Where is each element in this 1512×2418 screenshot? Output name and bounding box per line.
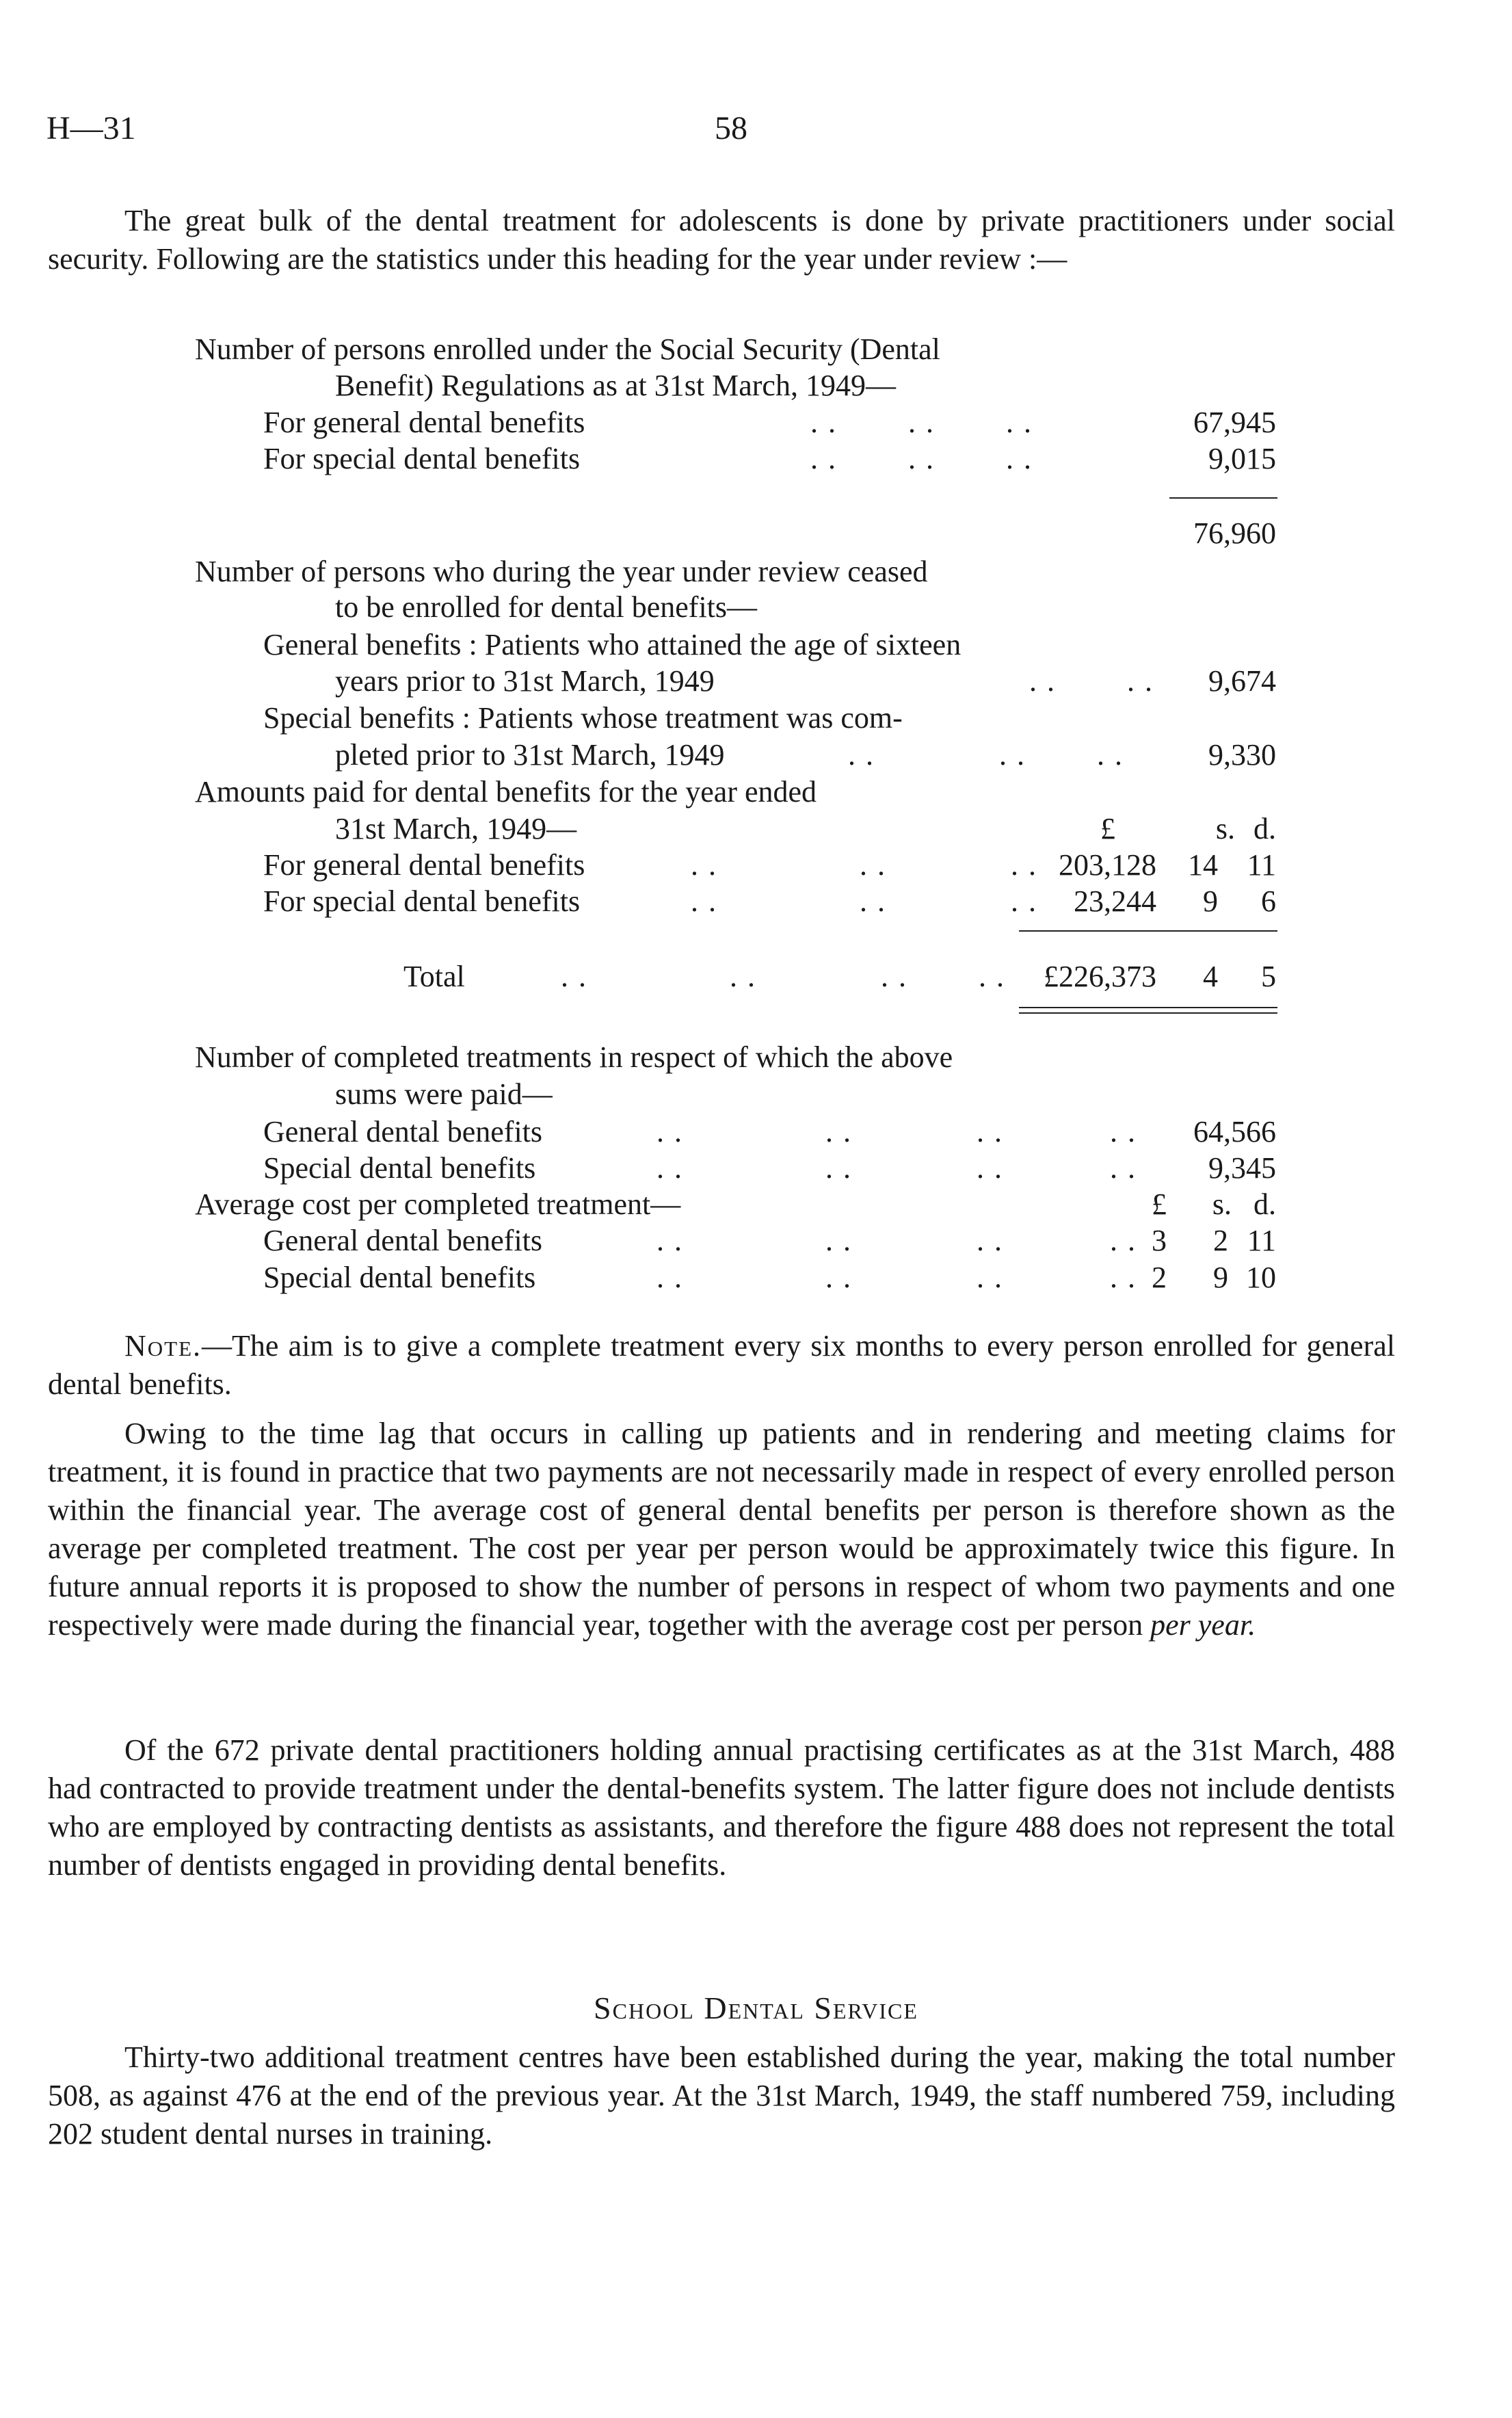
average-general-pence: 11: [1247, 1224, 1276, 1257]
leader-dots: . . . . . .: [848, 738, 1124, 772]
note-paragraph: [48, 1327, 1395, 1404]
average-general-pounds: 3: [1152, 1224, 1167, 1257]
amounts-heading-line1: Amounts paid for dental benefits for the year ended: [195, 775, 817, 809]
ceased-heading-line1: Number of persons who during the year under review ceased: [195, 555, 928, 588]
subtotal-rule: [1169, 497, 1277, 499]
amounts-special-pence: 6: [1261, 884, 1276, 918]
time-lag-text: Owing to the time lag that occurs in calling up patients and in rendering and meeting claims for treatment, it is found in practice that two payments are not necessarily made in respect of every enrolled person within the financial year. The average cost of general dental benefits per person is therefore shown as the average per completed treatment. The cost per year per person would be approximately twice this figure. In future annual reports it is proposed to show the number of persons in respect of whom two payments and one respectively were made during the financial year, together with the average cost per person: [48, 1417, 1395, 1642]
average-special-pounds: 2: [1152, 1261, 1167, 1294]
completed-heading-line1: Number of completed treatments in respect of which the above: [195, 1040, 953, 1074]
time-lag-paragraph: [48, 1415, 1395, 1644]
leader-dots: . . . . . .: [810, 406, 1033, 439]
completed-general-value: 64,566: [1193, 1115, 1276, 1148]
practitioners-paragraph: Of the 672 private dental practitioners holding annual practising certificates as at the 31st March, 488 had contracted to provide treatment under the dental-benefits system. The latter figure does not include dentists who are employed by contracting dentists as assistants, and therefore the figure 488 does not represent the total number of dentists engaged in providing dental benefits.: [48, 1733, 1395, 1882]
note-label: Note.: [124, 1329, 202, 1363]
average-general-shillings: 2: [1213, 1224, 1228, 1257]
average-heading: Average cost per completed treatment—: [195, 1187, 681, 1221]
double-rule-bottom: [1019, 1012, 1277, 1014]
enrolled-general-value: 67,945: [1193, 406, 1276, 439]
amounts-special-label: For special dental benefits: [263, 884, 581, 918]
average-special-shillings: 9: [1213, 1261, 1228, 1294]
document-code: H—31: [47, 110, 136, 146]
completed-special-value: 9,345: [1208, 1151, 1276, 1185]
average-col-pence: d.: [1254, 1187, 1276, 1221]
ceased-general-value: 9,674: [1208, 664, 1276, 698]
average-col-shillings: s.: [1212, 1187, 1232, 1221]
leader-dots: . . . . . .: [691, 848, 1037, 882]
ceased-general-line2: years prior to 31st March, 1949: [335, 664, 715, 698]
school-dental-paragraph: Thirty-two additional treatment centres have been established during the year, making the total number 508, as against 476 at the end of the previous year. At the 31st March, 1949, the staff numbered 759, including 202 student dental nurses in training.: [48, 2040, 1395, 2151]
amounts-col-pence: d.: [1254, 812, 1276, 845]
completed-general-label: General dental benefits: [263, 1115, 543, 1148]
amounts-general-label: For general dental benefits: [263, 848, 585, 882]
leader-dots: . . . . . . . .: [656, 1261, 1137, 1294]
enrolled-special-value: 9,015: [1208, 442, 1276, 475]
average-col-pound: £: [1152, 1187, 1167, 1221]
amounts-total-label: Total: [403, 960, 465, 993]
leader-dots: . . . .: [1029, 664, 1154, 698]
ceased-special-value: 9,330: [1208, 738, 1276, 772]
double-rule-top: [1019, 1007, 1277, 1008]
enrolled-total-value: 76,960: [1193, 516, 1276, 550]
time-lag-italic: per year.: [1150, 1608, 1256, 1642]
ceased-heading-line2: to be enrolled for dental benefits—: [335, 590, 758, 624]
ceased-special-line2: pleted prior to 31st March, 1949: [335, 738, 725, 772]
leader-dots: . . . . . . . .: [656, 1224, 1137, 1257]
ceased-general-line1: General benefits : Patients who attained the age of sixteen: [263, 628, 961, 661]
amounts-col-pound: £: [1100, 812, 1115, 845]
completed-heading-line2: sums were paid—: [335, 1077, 553, 1111]
amounts-special-shillings: 9: [1203, 884, 1218, 918]
enrolled-special-label: For special dental benefits: [263, 442, 581, 475]
note-text: —The aim is to give a complete treatment every six months to every person enrolled for general dental benefits.: [48, 1329, 1395, 1401]
completed-special-label: Special dental benefits: [263, 1151, 536, 1185]
enrolled-general-label: For general dental benefits: [263, 406, 585, 439]
enrolled-heading-line2: Benefit) Regulations as at 31st March, 1949—: [335, 369, 896, 402]
leader-dots: . . . . . .: [810, 442, 1033, 475]
amounts-total-pounds: £226,373: [1044, 960, 1156, 993]
leader-dots: . . . . . . . .: [656, 1115, 1137, 1148]
leader-dots: . . . . . . . .: [656, 1151, 1137, 1185]
amounts-general-pounds: 203,128: [1059, 848, 1156, 882]
amounts-col-shillings: s.: [1215, 812, 1235, 845]
enrolled-heading-line1: Number of persons enrolled under the Social Security (Dental: [195, 332, 940, 366]
average-special-pence: 10: [1246, 1261, 1276, 1294]
intro-paragraph: The great bulk of the dental treatment for adolescents is done by private practitioners under social security. Following are the statistics under this heading for the year under review :—: [48, 204, 1395, 276]
amounts-heading-line2: 31st March, 1949—: [335, 812, 577, 845]
amounts-total-shillings: 4: [1203, 960, 1218, 993]
leader-dots: . . . . . . . .: [561, 960, 1005, 993]
section-heading: School Dental Service: [594, 1990, 918, 2025]
page-number: 58: [715, 110, 747, 146]
average-special-label: Special dental benefits: [263, 1261, 536, 1294]
ceased-special-line1: Special benefits : Patients whose treatment was com-: [263, 701, 903, 735]
leader-dots: . . . . . .: [691, 884, 1037, 918]
total-rule: [1019, 930, 1277, 932]
average-general-label: General dental benefits: [263, 1224, 543, 1257]
amounts-total-pence: 5: [1261, 960, 1276, 993]
amounts-general-shillings: 14: [1188, 848, 1218, 882]
amounts-special-pounds: 23,244: [1074, 884, 1156, 918]
amounts-general-pence: 11: [1247, 848, 1276, 882]
